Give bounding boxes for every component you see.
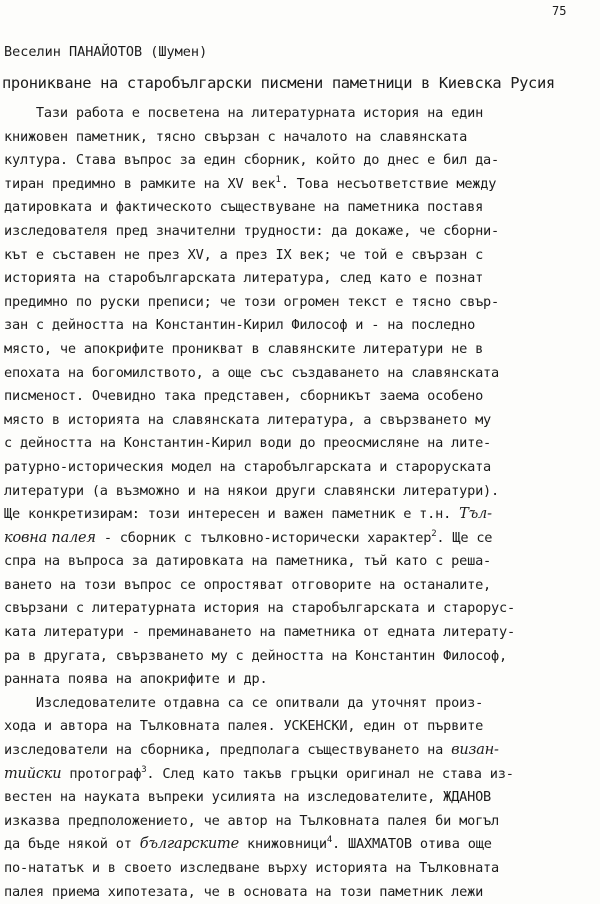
text-line xyxy=(4,574,594,598)
italic-text: българските xyxy=(139,836,239,853)
text-segment: протограф xyxy=(61,765,142,782)
text-segment: . Това несъответствие между xyxy=(280,175,497,192)
text-line xyxy=(4,597,594,621)
text-segment: изследователя пред значителни трудности: да докаже, че сборни- xyxy=(4,222,500,239)
text-segment: тиран предимно в рамките на XV век xyxy=(4,175,276,192)
text-line xyxy=(4,196,594,220)
text-segment: - сборник с тълковно-исторически характер xyxy=(95,529,432,546)
text-segment: място в историята на славянската литература, а свързването му xyxy=(4,411,492,428)
text-line xyxy=(4,456,594,480)
article-title: проникване на старобългарски писмени паметници в Киевска Русия xyxy=(2,74,555,92)
text-segment: книжовен паметник, тясно свързан с началото на славянската xyxy=(4,128,468,145)
text-line xyxy=(4,173,594,197)
footnote-marker: 3 xyxy=(141,764,147,775)
text-line xyxy=(4,385,594,409)
text-line xyxy=(4,668,594,692)
author-line: Веселин ПАНАЙОТОВ (Шумен) xyxy=(4,44,208,60)
text-segment: хода и автора на Тълковната палея. УСКЕНСКИ, един от първите xyxy=(4,718,484,735)
text-line xyxy=(4,739,594,763)
text-segment: палея приема хипотезата, че в основата на този паметник лежи xyxy=(4,883,484,900)
text-line xyxy=(4,763,594,787)
italic-text: визан- xyxy=(451,742,499,759)
text-line xyxy=(4,645,594,669)
text-segment: ката литератури - преминаването на паметника от едната литерату- xyxy=(4,624,515,641)
text-line xyxy=(4,267,594,291)
italic-text: тийски xyxy=(4,765,62,782)
italic-text: Тъл- xyxy=(459,506,492,523)
text-segment: ратурно-историческия модел на старобългарската и староруската xyxy=(4,458,492,475)
text-segment: историята на старобългарската литература, след като е познат xyxy=(4,270,484,287)
text-segment: Ще конкретизирам: този интересен и важен паметник е т.н. xyxy=(4,506,460,523)
text-segment: с дейността на Константин-Кирил води до преосмисляне на лите- xyxy=(4,435,492,452)
text-line xyxy=(4,621,594,645)
text-line xyxy=(4,409,594,433)
text-segment: зан с дейността на Константин-Кирил Философ и - на последно xyxy=(4,317,476,334)
text-line xyxy=(4,149,594,173)
text-line xyxy=(4,362,594,386)
footnote-marker: 4 xyxy=(326,835,333,846)
text-segment: епохата на богомилството, а още със създаването на славянската xyxy=(4,364,500,381)
text-line xyxy=(4,833,594,857)
text-line xyxy=(4,786,594,810)
text-line xyxy=(4,692,594,716)
text-segment: Тази работа е посветена на литературната история на един xyxy=(4,105,484,121)
text-segment: датировката и фактическото съществуване на паметника поставя xyxy=(4,199,484,216)
text-segment: Изследователите отдавна са се опитвали да уточнят произ- xyxy=(4,694,484,711)
text-line xyxy=(4,338,594,362)
text-line xyxy=(4,432,594,456)
text-segment: ра в другата, свързването му с дейността на Константин Философ, xyxy=(4,647,508,664)
text-segment: литератури (а възможно и на някои други славянски литератури). xyxy=(4,482,500,499)
text-segment: ването на този въпрос се опростяват отговорите на останалите, xyxy=(4,576,492,593)
text-line xyxy=(4,314,594,338)
text-line xyxy=(4,550,594,574)
text-line xyxy=(4,503,594,527)
page-number: 75 xyxy=(552,4,567,18)
text-line xyxy=(4,810,594,834)
footnote-marker: 2 xyxy=(431,528,437,539)
text-line xyxy=(4,527,594,551)
text-line xyxy=(4,102,594,126)
text-segment: писменост. Очевидно така представен, сборникът заема особено xyxy=(4,388,484,405)
text-segment: да бъде някой от xyxy=(4,836,140,853)
text-segment: място, че апокрифите проникват в славянските литератури не в xyxy=(4,340,484,357)
text-segment: изследователи на сборника, предполага съществуването на xyxy=(4,742,452,759)
text-segment: . Ще се xyxy=(436,529,493,546)
text-line xyxy=(4,126,594,150)
text-segment: . След като такъв гръцки оригинал не става из- xyxy=(146,765,514,782)
text-line xyxy=(4,881,594,904)
text-segment: книжовници xyxy=(239,836,327,853)
article-body xyxy=(4,102,594,904)
italic-text: ковна палея xyxy=(4,529,96,546)
text-segment: изказва предположението, че автор на Тълковната палея би могъл xyxy=(4,812,500,829)
text-segment: вестен на науката въпреки усилията на изследователите, ЖДАНОВ xyxy=(4,789,492,806)
text-segment: кът е съставен не през XV, а през IX век; че той е свързан с xyxy=(4,246,484,263)
text-line xyxy=(4,715,594,739)
text-segment: свързани с литературната история на старобългарската и старорус- xyxy=(4,600,515,617)
text-line xyxy=(4,220,594,244)
footnote-marker: 1 xyxy=(275,174,281,185)
text-segment: ранната поява на апокрифите и др. xyxy=(4,671,268,688)
text-segment: по-нататък и в своето изследване върху историята на Тълковната xyxy=(4,860,500,876)
text-line xyxy=(4,857,594,881)
text-line xyxy=(4,480,594,504)
text-segment: култура. Става въпрос за един сборник, който до днес е бил да- xyxy=(4,152,500,169)
text-line xyxy=(4,244,594,268)
text-segment: . ШАХМАТОВ отива още xyxy=(332,836,492,853)
text-segment: предимно по руски преписи; че този огромен текст е тясно свър- xyxy=(4,293,500,310)
text-segment: спра на въпроса за датировката на паметника, тъй като с реша- xyxy=(4,553,492,570)
text-line xyxy=(4,291,594,315)
